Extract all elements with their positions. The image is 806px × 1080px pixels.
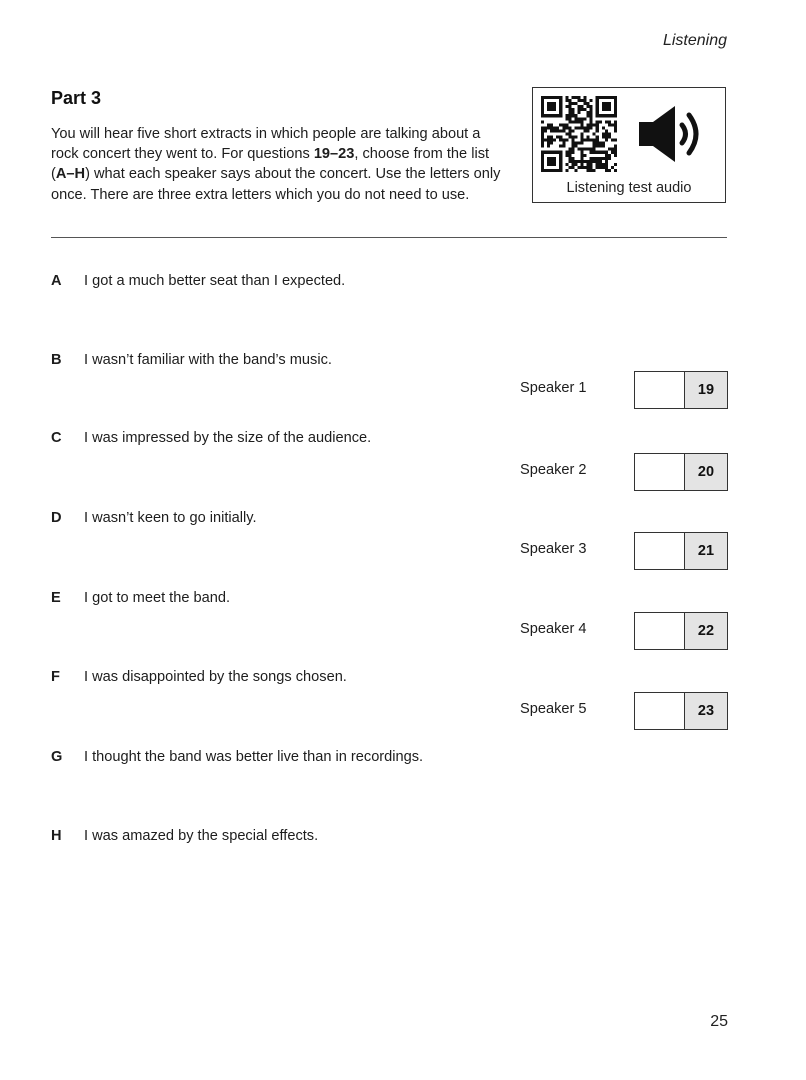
option-letter: D [51, 510, 62, 526]
option-text: I wasn’t familiar with the band’s music. [84, 352, 332, 368]
question-number: 20 [684, 454, 727, 490]
option-text: I got to meet the band. [84, 590, 231, 606]
speaker-label: Speaker 4 [520, 621, 587, 637]
audio-link-box[interactable] [532, 87, 726, 203]
speaker-label: Speaker 3 [520, 541, 587, 557]
instructions [51, 124, 507, 205]
speaker-row-1 [520, 371, 728, 409]
option-letter: C [51, 430, 62, 446]
qr-code-icon[interactable] [541, 96, 617, 172]
answer-box-22[interactable] [634, 612, 728, 650]
instructions-question-range: 19–23 [313, 146, 355, 163]
option-letter: B [51, 352, 62, 368]
option-a [51, 273, 345, 289]
question-number: 22 [684, 613, 727, 649]
option-letter: E [51, 590, 61, 606]
option-text: I was disappointed by the songs chosen. [84, 669, 347, 685]
option-d [51, 510, 257, 526]
option-letter: A [51, 273, 62, 289]
option-letter: F [51, 669, 60, 685]
speaker-row-4 [520, 612, 728, 650]
section-label: Listening [662, 32, 727, 49]
option-c [51, 430, 371, 446]
speaker-label: Speaker 1 [520, 380, 587, 396]
speaker-row-2 [520, 453, 728, 491]
instructions-text-3: ) what each speaker says about the concert. Use the letters only once. There are three extra letters which you do not need to use. [51, 166, 501, 203]
option-text: I wasn’t keen to go initially. [84, 510, 257, 526]
page-number: 25 [710, 1013, 728, 1030]
speaker-row-5 [520, 692, 728, 730]
option-text: I was amazed by the special effects. [84, 828, 319, 844]
option-h [51, 828, 318, 844]
speaker-row-3 [520, 532, 728, 570]
speaker-label: Speaker 2 [520, 462, 587, 478]
instructions-text-2: , choose from the list ( [51, 146, 490, 183]
option-text: I got a much better seat than I expected. [84, 273, 346, 289]
answer-box-21[interactable] [634, 532, 728, 570]
option-g [51, 749, 423, 765]
question-number: 23 [684, 693, 727, 729]
option-letter: H [51, 828, 62, 844]
answer-box-23[interactable] [634, 692, 728, 730]
instructions-text-1: You will hear five short extracts in which people are talking about a rock concert they went to. For questions [51, 126, 481, 163]
question-number: 21 [684, 533, 727, 569]
option-b [51, 352, 332, 368]
audio-caption: Listening test audio [566, 180, 692, 196]
answer-box-19[interactable] [634, 371, 728, 409]
speaker-volume-icon[interactable] [637, 103, 703, 165]
option-e [51, 590, 230, 606]
option-text: I thought the band was better live than in recordings. [84, 749, 424, 765]
option-letter: G [51, 749, 63, 765]
option-text: I was impressed by the size of the audience. [84, 430, 372, 446]
speaker-label: Speaker 5 [520, 701, 587, 717]
part-title: Part 3 [51, 88, 102, 108]
instructions-letter-range: A–H [55, 166, 86, 183]
question-number: 19 [684, 372, 727, 408]
answer-box-20[interactable] [634, 453, 728, 491]
divider-line [51, 237, 727, 238]
option-f [51, 669, 347, 685]
